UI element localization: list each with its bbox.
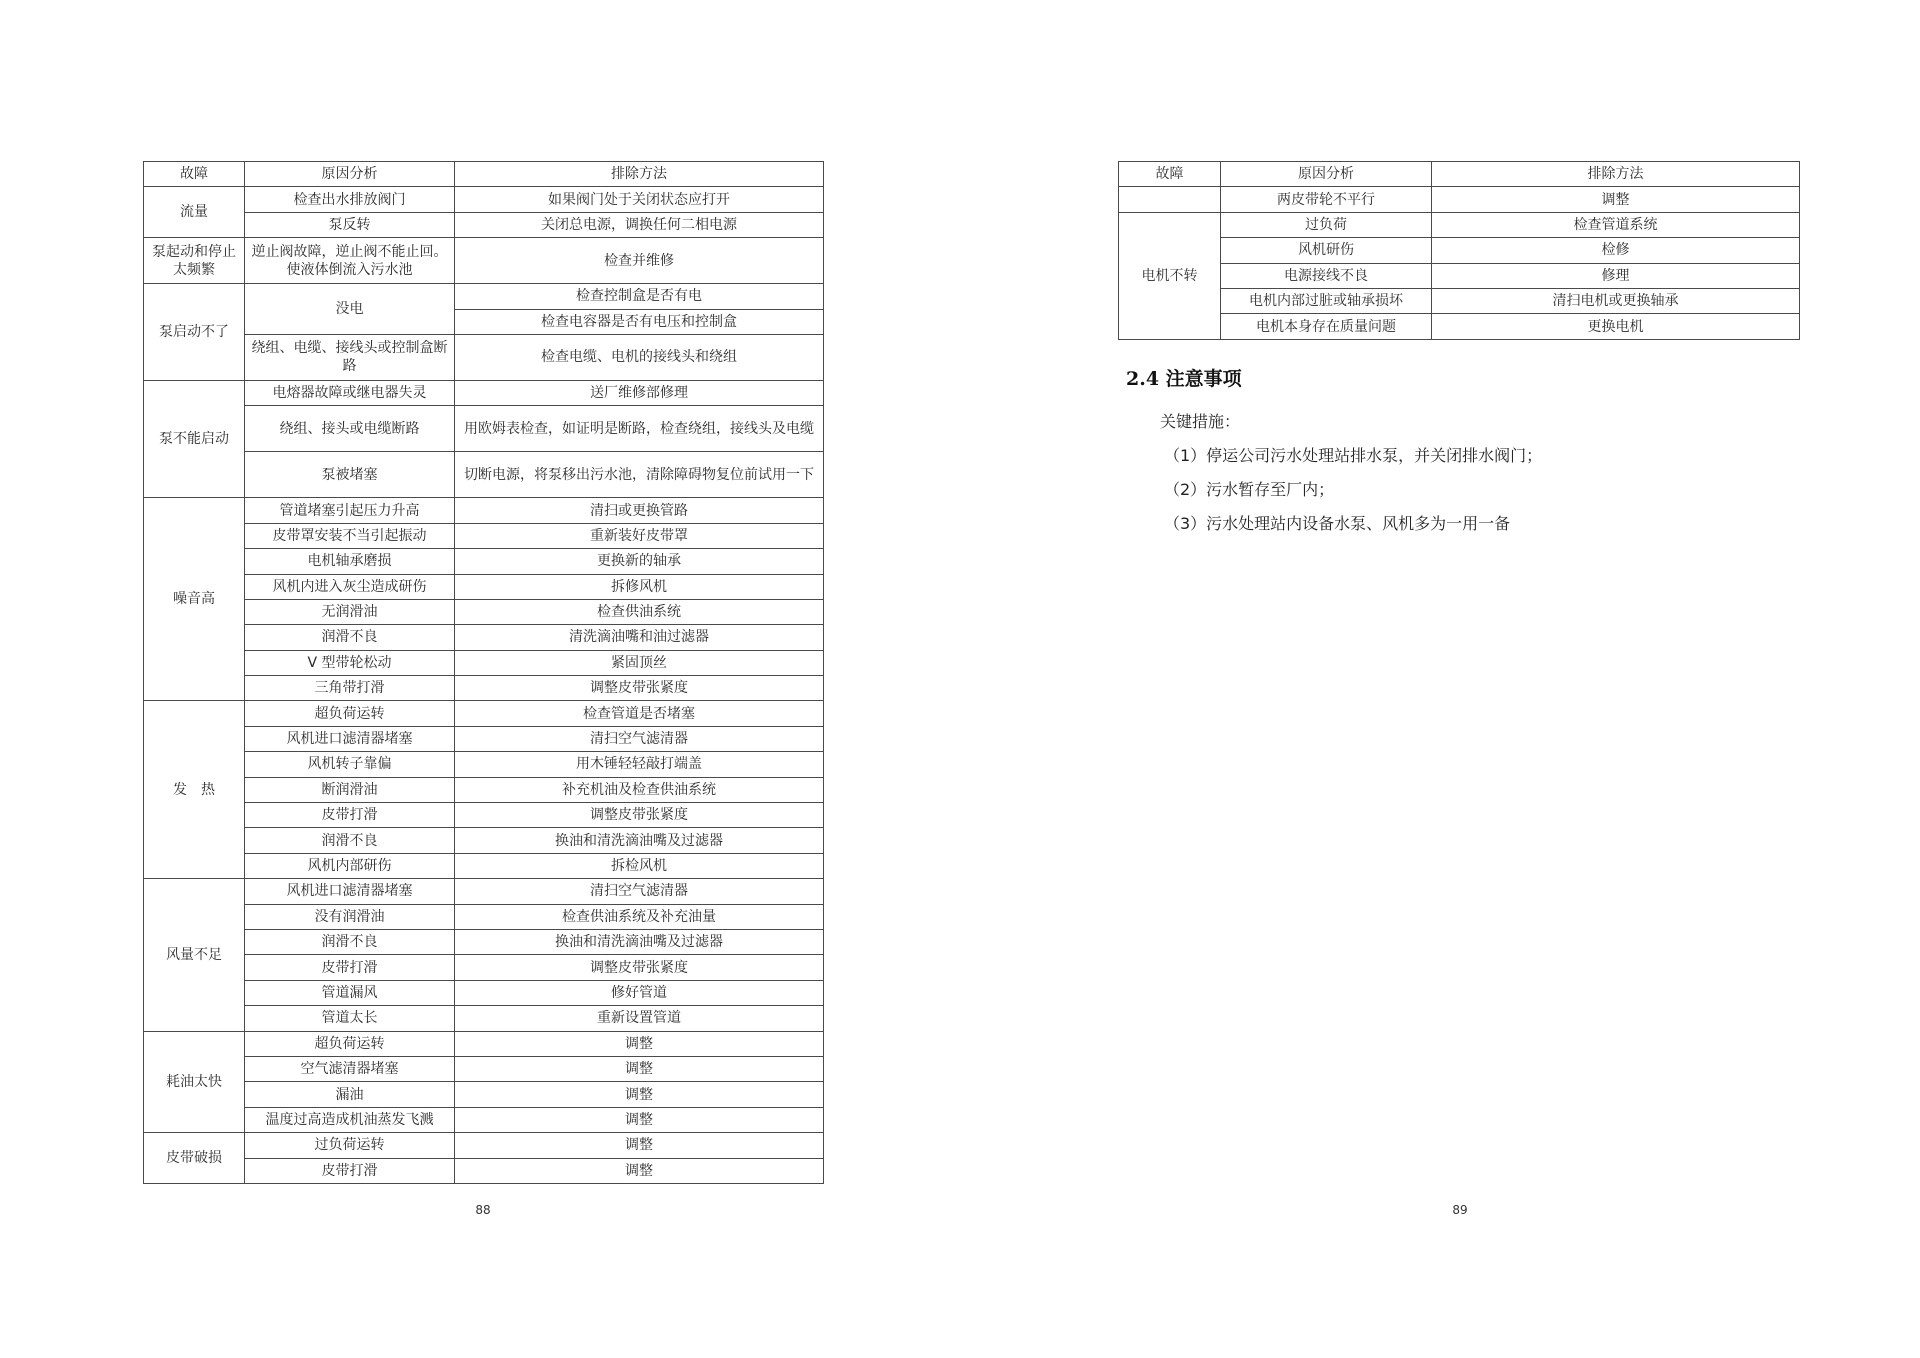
fault-cell: 噪音高 [144, 498, 245, 701]
fault-cell: 泵启动不了 [144, 284, 245, 381]
cause-cell: 泵被堵塞 [245, 452, 455, 498]
table-row [1119, 263, 1800, 288]
cause-cell: 润滑不良 [245, 625, 455, 650]
table-row [144, 1031, 824, 1056]
fault-cell: 流量 [144, 187, 245, 238]
cause-cell: 漏油 [245, 1082, 455, 1107]
remedy-cell: 修好管道 [455, 980, 824, 1005]
table-row [1119, 187, 1800, 212]
cause-cell: 逆止阀故障，逆止阀不能止回。使液体倒流入污水池 [245, 238, 455, 284]
fault-cell: 发 热 [144, 701, 245, 879]
cause-cell: V 型带轮松动 [245, 650, 455, 675]
table-row [144, 929, 824, 954]
remedy-cell: 清洗滴油嘴和油过滤器 [455, 625, 824, 650]
table-row [1119, 288, 1800, 313]
remedy-cell: 调整皮带张紧度 [455, 955, 824, 980]
remedy-cell: 调整 [1432, 187, 1800, 212]
table-row [144, 904, 824, 929]
remedy-cell: 修理 [1432, 263, 1800, 288]
table-row [144, 523, 824, 548]
header-fault: 故障 [1119, 162, 1221, 187]
cause-cell: 风机研伤 [1221, 238, 1432, 263]
table-row [1119, 212, 1800, 237]
remedy-cell: 紧固顶丝 [455, 650, 824, 675]
remedy-cell: 拆检风机 [455, 853, 824, 878]
table-row [144, 1107, 824, 1132]
remedy-cell: 调整 [455, 1107, 824, 1132]
table-row [144, 701, 824, 726]
fault-cell: 皮带破损 [144, 1133, 245, 1184]
table-row [144, 752, 824, 777]
cause-cell: 电机内部过脏或轴承损坏 [1221, 288, 1432, 313]
table-row [144, 726, 824, 751]
header-cause: 原因分析 [245, 162, 455, 187]
note-item: （2）污水暂存至厂内； [1164, 480, 1335, 499]
fault-cell: 风量不足 [144, 879, 245, 1031]
page-number: 88 [475, 1203, 491, 1217]
table-row [144, 853, 824, 878]
remedy-cell: 用欧姆表检查，如证明是断路，检查绕组，接线头及电缆 [455, 406, 824, 452]
fault-cell [1119, 187, 1221, 212]
table-row [144, 879, 824, 904]
remedy-cell: 重新设置管道 [455, 1006, 824, 1031]
cause-cell: 三角带打滑 [245, 676, 455, 701]
remedy-cell: 更换新的轴承 [455, 549, 824, 574]
cause-cell: 两皮带轮不平行 [1221, 187, 1432, 212]
header-fault: 故障 [144, 162, 245, 187]
remedy-cell: 清扫空气滤清器 [455, 879, 824, 904]
remedy-cell: 调整皮带张紧度 [455, 803, 824, 828]
remedy-cell: 调整 [455, 1082, 824, 1107]
cause-cell: 风机进口滤清器堵塞 [245, 726, 455, 751]
right-page [960, 0, 1920, 1358]
table-row [144, 676, 824, 701]
cause-cell: 风机内部研伤 [245, 853, 455, 878]
remedy-cell: 如果阀门处于关闭状态应打开 [455, 187, 824, 212]
remedy-cell: 换油和清洗滴油嘴及过滤器 [455, 929, 824, 954]
table-row [144, 380, 824, 405]
cause-cell: 没有润滑油 [245, 904, 455, 929]
cause-cell: 绕组、电缆、接线头或控制盒断路 [245, 334, 455, 380]
table-row [144, 803, 824, 828]
remedy-cell: 检修 [1432, 238, 1800, 263]
remedy-cell: 检查供油系统 [455, 599, 824, 624]
table-row [144, 452, 824, 498]
remedy-cell: 检查电缆、电机的接线头和绕组 [455, 334, 824, 380]
table-row [144, 1158, 824, 1183]
cause-cell: 泵反转 [245, 212, 455, 237]
fault-table-left [143, 161, 824, 1184]
table-header-row [144, 162, 824, 187]
remedy-cell: 换油和清洗滴油嘴及过滤器 [455, 828, 824, 853]
table-row [144, 625, 824, 650]
remedy-cell: 关闭总电源，调换任何二相电源 [455, 212, 824, 237]
table-row [144, 574, 824, 599]
cause-cell: 电熔器故障或继电器失灵 [245, 380, 455, 405]
table-row [144, 650, 824, 675]
table-row [144, 549, 824, 574]
note-item: （3）污水处理站内设备水泵、风机多为一用一备 [1164, 514, 1511, 533]
fault-cell: 泵起动和停止太频繁 [144, 238, 245, 284]
table-row [144, 1056, 824, 1081]
fault-cell: 泵不能启动 [144, 380, 245, 497]
cause-cell: 电源接线不良 [1221, 263, 1432, 288]
remedy-cell: 调整 [455, 1133, 824, 1158]
table-row [144, 284, 824, 309]
table-row [144, 828, 824, 853]
remedy-cell: 调整 [455, 1056, 824, 1081]
cause-cell: 超负荷运转 [245, 1031, 455, 1056]
remedy-cell: 调整 [455, 1031, 824, 1056]
cause-cell: 过负荷运转 [245, 1133, 455, 1158]
cause-cell: 风机进口滤清器堵塞 [245, 879, 455, 904]
remedy-cell: 清扫空气滤清器 [455, 726, 824, 751]
cause-cell: 电机轴承磨损 [245, 549, 455, 574]
remedy-cell: 重新装好皮带罩 [455, 523, 824, 548]
cause-cell: 无润滑油 [245, 599, 455, 624]
table-row [144, 406, 824, 452]
table-row [144, 777, 824, 802]
remedy-cell: 检查管道系统 [1432, 212, 1800, 237]
table-row [1119, 314, 1800, 339]
cause-cell: 皮带打滑 [245, 1158, 455, 1183]
cause-cell: 绕组、接头或电缆断路 [245, 406, 455, 452]
cause-cell: 电机本身存在质量问题 [1221, 314, 1432, 339]
remedy-cell: 检查控制盒是否有电 [455, 284, 824, 309]
table-row [144, 955, 824, 980]
remedy-cell: 用木锤轻轻敲打端盖 [455, 752, 824, 777]
remedy-cell: 更换电机 [1432, 314, 1800, 339]
table-row [144, 212, 824, 237]
remedy-cell: 补充机油及检查供油系统 [455, 777, 824, 802]
table-row [144, 187, 824, 212]
cause-cell: 风机内进入灰尘造成研伤 [245, 574, 455, 599]
cause-cell: 没电 [245, 284, 455, 335]
cause-cell: 管道太长 [245, 1006, 455, 1031]
remedy-cell: 切断电源，将泵移出污水池，清除障碍物复位前试用一下 [455, 452, 824, 498]
table-row [144, 498, 824, 523]
table-row [1119, 238, 1800, 263]
table-row [144, 1082, 824, 1107]
fault-table-right [1118, 161, 1800, 340]
cause-cell: 空气滤清器堵塞 [245, 1056, 455, 1081]
cause-cell: 润滑不良 [245, 828, 455, 853]
table-row [144, 238, 824, 284]
cause-cell: 温度过高造成机油蒸发飞溅 [245, 1107, 455, 1132]
remedy-cell: 检查并维修 [455, 238, 824, 284]
remedy-cell: 清扫或更换管路 [455, 498, 824, 523]
remedy-cell: 检查电容器是否有电压和控制盒 [455, 309, 824, 334]
section-heading: 2.4 注意事项 [1126, 368, 1242, 390]
header-remedy: 排除方法 [1432, 162, 1800, 187]
table-header-row [1119, 162, 1800, 187]
page-number: 89 [1452, 1203, 1468, 1217]
cause-cell: 过负荷 [1221, 212, 1432, 237]
cause-cell: 管道堵塞引起压力升高 [245, 498, 455, 523]
remedy-cell: 调整皮带张紧度 [455, 676, 824, 701]
remedy-cell: 调整 [455, 1158, 824, 1183]
cause-cell: 管道漏风 [245, 980, 455, 1005]
header-remedy: 排除方法 [455, 162, 824, 187]
remedy-cell: 拆修风机 [455, 574, 824, 599]
cause-cell: 超负荷运转 [245, 701, 455, 726]
cause-cell: 润滑不良 [245, 929, 455, 954]
cause-cell: 皮带打滑 [245, 803, 455, 828]
header-cause: 原因分析 [1221, 162, 1432, 187]
remedy-cell: 检查供油系统及补充油量 [455, 904, 824, 929]
cause-cell: 皮带打滑 [245, 955, 455, 980]
table-row [144, 1006, 824, 1031]
fault-cell: 耗油太快 [144, 1031, 245, 1133]
table-row [144, 980, 824, 1005]
table-row [144, 599, 824, 624]
remedy-cell: 送厂维修部修理 [455, 380, 824, 405]
cause-cell: 风机转子靠偏 [245, 752, 455, 777]
remedy-cell: 检查管道是否堵塞 [455, 701, 824, 726]
cause-cell: 检查出水排放阀门 [245, 187, 455, 212]
notes-block [1160, 412, 1542, 548]
notes-intro: 关键措施： [1160, 412, 1241, 431]
cause-cell: 皮带罩安装不当引起振动 [245, 523, 455, 548]
cause-cell: 断润滑油 [245, 777, 455, 802]
remedy-cell: 清扫电机或更换轴承 [1432, 288, 1800, 313]
table-row [144, 1133, 824, 1158]
table-row [144, 334, 824, 380]
fault-cell: 电机不转 [1119, 212, 1221, 339]
note-item: （1）停运公司污水处理站排水泵，并关闭排水阀门； [1164, 446, 1543, 465]
